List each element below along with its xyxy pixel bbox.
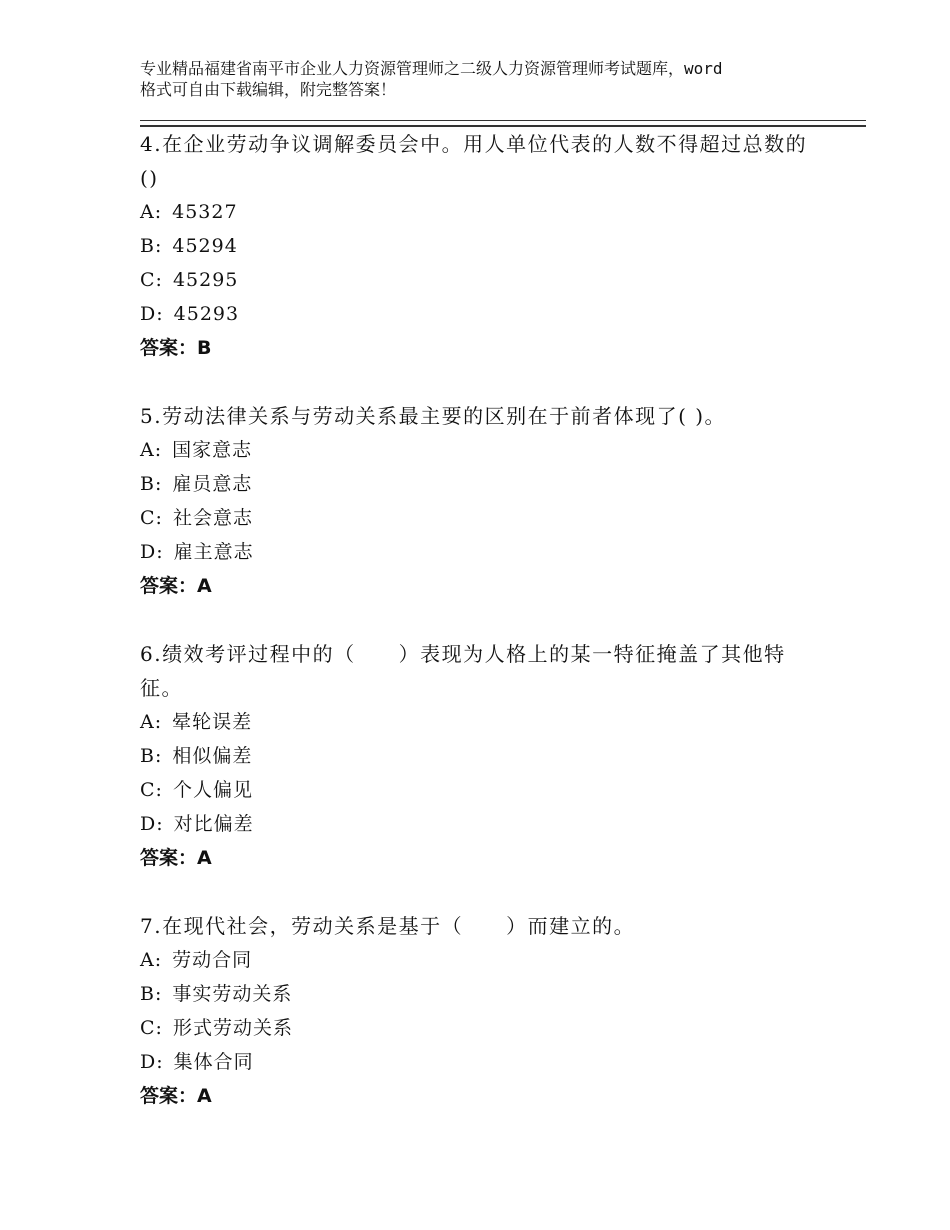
question-text: 4.在企业劳动争议调解委员会中。用人单位代表的人数不得超过总数的() (140, 132, 808, 190)
question-list (140, 127, 810, 1113)
option-letter: A: (140, 949, 163, 971)
question-gap (140, 365, 810, 399)
option-letter: C: (140, 779, 163, 801)
option-c (140, 1011, 810, 1045)
option-letter: D: (140, 541, 164, 563)
option-d (140, 807, 810, 841)
option-value: 45295 (172, 269, 239, 291)
option-letter: D: (140, 813, 164, 835)
option-a (140, 433, 810, 467)
question-5 (140, 399, 810, 603)
header-line-2: 格式可自由下载编辑，附完整答案！ (140, 80, 397, 99)
option-letter: A: (140, 711, 163, 733)
header-line-1: 专业精品福建省南平市企业人力资源管理师之二级人力资源管理师考试题库，word (140, 59, 723, 78)
option-letter: B: (140, 473, 163, 495)
question-gap (140, 875, 810, 909)
header-rule-thin (140, 120, 866, 121)
question-6 (140, 637, 810, 875)
question-text: 7.在现代社会，劳动关系是基于（ ）而建立的。 (140, 914, 636, 938)
answer-label: 答案：A (140, 847, 212, 869)
option-value: 国家意志 (172, 439, 253, 461)
option-value: 对比偏差 (173, 813, 254, 835)
option-c (140, 263, 810, 297)
option-letter: C: (140, 507, 163, 529)
option-b (140, 229, 810, 263)
option-letter: A: (140, 439, 163, 461)
option-letter: C: (140, 1017, 163, 1039)
answer-label: 答案：A (140, 1085, 212, 1107)
option-a (140, 195, 810, 229)
option-value: 集体合同 (173, 1051, 254, 1073)
question-7 (140, 909, 810, 1113)
question-4 (140, 127, 810, 365)
option-b (140, 977, 810, 1011)
option-value: 雇员意志 (172, 473, 253, 495)
question-text: 6.绩效考评过程中的（ ）表现为人格上的某一特征掩盖了其他特征。 (140, 642, 786, 700)
question-text: 5.劳动法律关系与劳动关系最主要的区别在于前者体现了( )。 (140, 404, 727, 428)
option-letter: C: (140, 269, 163, 291)
option-b (140, 739, 810, 773)
answer-label: 答案：B (140, 337, 212, 359)
option-d (140, 297, 810, 331)
option-letter: D: (140, 303, 164, 325)
answer-label: 答案：A (140, 575, 212, 597)
option-value: 晕轮误差 (172, 711, 253, 733)
option-d (140, 1045, 810, 1079)
option-b (140, 467, 810, 501)
option-a (140, 943, 810, 977)
option-value: 45294 (172, 235, 238, 257)
option-c (140, 773, 810, 807)
option-a (140, 705, 810, 739)
option-letter: B: (140, 983, 163, 1005)
option-letter: D: (140, 1051, 164, 1073)
document-header (140, 58, 840, 100)
option-value: 劳动合同 (172, 949, 253, 971)
option-d (140, 535, 810, 569)
option-value: 相似偏差 (172, 745, 253, 767)
option-value: 45293 (173, 303, 240, 325)
question-gap (140, 603, 810, 637)
option-value: 个人偏见 (172, 779, 253, 801)
option-c (140, 501, 810, 535)
option-value: 形式劳动关系 (172, 1017, 293, 1039)
option-letter: B: (140, 745, 163, 767)
option-value: 社会意志 (172, 507, 253, 529)
option-value: 45327 (172, 201, 238, 223)
option-letter: A: (140, 201, 163, 223)
option-letter: B: (140, 235, 163, 257)
option-value: 雇主意志 (173, 541, 254, 563)
option-value: 事实劳动关系 (172, 983, 293, 1005)
